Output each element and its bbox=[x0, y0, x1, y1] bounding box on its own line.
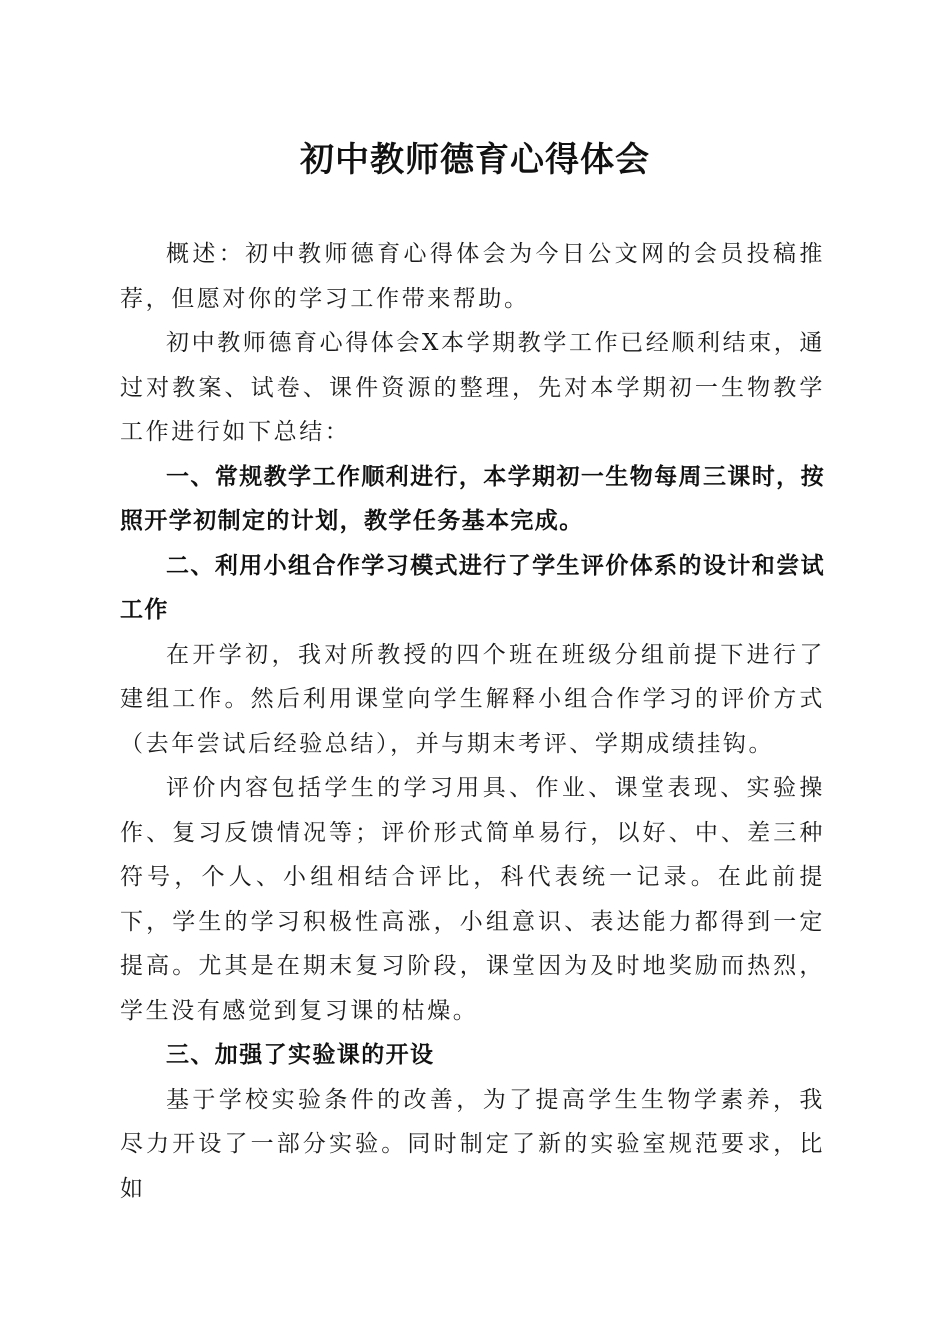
heading-section-one: 一、常规教学工作顺利进行，本学期初一生物每周三课时，按照开学初制定的计划，教学任务基本完成。 bbox=[120, 463, 825, 534]
heading-section-two: 二、利用小组合作学习模式进行了学生评价体系的设计和尝试工作 bbox=[120, 552, 825, 623]
paragraph-intro: 初中教师德育心得体会X本学期教学工作已经顺利结束，通过对教案、试卷、课件资源的整理，先对本学期初一生物教学工作进行如下总结： bbox=[120, 330, 825, 445]
heading-section-three: 三、加强了实验课的开设 bbox=[166, 1042, 435, 1068]
paragraph-summary: 概述：初中教师德育心得体会为今日公文网的会员投稿推荐，但愿对你的学习工作带来帮助。 bbox=[120, 241, 825, 312]
paragraph-experiments: 基于学校实验条件的改善，为了提高学生生物学素养，我尽力开设了一部分实验。同时制定了新的实验室规范要求，比如 bbox=[120, 1086, 825, 1202]
document-title: 初中教师德育心得体会 bbox=[300, 140, 650, 180]
paragraph-grouping: 在开学初，我对所教授的四个班在班级分组前提下进行了建组工作。然后利用课堂向学生解释小组合作学习的评价方式（去年尝试后经验总结），并与期末考评、学期成绩挂钩。 bbox=[120, 641, 825, 757]
document-body bbox=[120, 232, 825, 1211]
paragraph-evaluation: 评价内容包括学生的学习用具、作业、课堂表现、实验操作、复习反馈情况等；评价形式简单易行，以好、中、差三种符号，个人、小组相结合评比，科代表统一记录。在此前提下，学生的学习积极性高涨，小组意识、表达能力都得到一定提高。尤其是在期末复习阶段，课堂因为及时地奖励而热烈，学生没有感觉到复习课的枯燥。 bbox=[120, 775, 825, 1024]
